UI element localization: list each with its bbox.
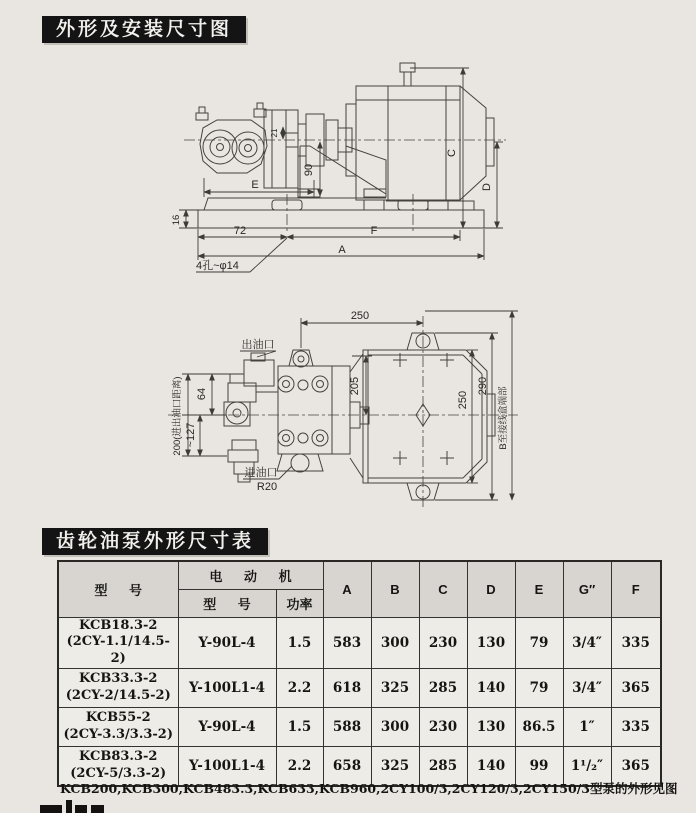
dim-label-90: 90: [303, 163, 315, 177]
model-line1: KCB55-2: [85, 710, 151, 726]
dim-label-21: 21: [270, 128, 279, 138]
model-line1: KCB33.3-2: [79, 671, 158, 687]
dim-label-c: C: [446, 149, 458, 157]
header-dim-c: C: [419, 561, 467, 617]
drawing-side-view: [50, 50, 530, 298]
cell-e: 86.5: [515, 708, 563, 747]
section-title-outline-drawing: 外形及安装尺寸图: [42, 16, 246, 43]
pump-motor-top-outline: [168, 316, 518, 508]
cell-f: 365: [611, 669, 661, 708]
header-motor-power: 功率: [276, 589, 323, 617]
cell-a: 588: [323, 708, 371, 747]
cell-c: 285: [419, 747, 467, 786]
cell-f: 335: [611, 708, 661, 747]
table-row: [58, 617, 661, 669]
cell-e: 79: [515, 669, 563, 708]
model-line1: KCB83.3-2: [79, 749, 158, 765]
cell-c: 230: [419, 708, 467, 747]
dim-label-205: 205: [349, 376, 361, 396]
cell-d: 140: [467, 747, 515, 786]
cell-model: [58, 708, 178, 747]
dim-label-64: 64: [196, 387, 208, 401]
dim-label-e: E: [251, 179, 259, 191]
outlet-port-label: 出油口: [241, 339, 275, 351]
header-dim-e: E: [515, 561, 563, 617]
cell-power: 1.5: [276, 708, 323, 747]
cell-d: 130: [467, 708, 515, 747]
dim-label-72: 72: [233, 225, 247, 237]
header-dim-d: D: [467, 561, 515, 617]
cell-f: 335: [611, 617, 661, 669]
cell-b: 300: [371, 708, 419, 747]
cell-d: 140: [467, 669, 515, 708]
dimension-labels-top-view: [171, 310, 509, 493]
dimension-lines-side-view: [179, 68, 503, 272]
header-dim-g: G″: [563, 561, 611, 617]
cutoff-header-fragment: [40, 805, 62, 813]
cell-model: [58, 669, 178, 708]
dim-label-a: A: [338, 244, 346, 256]
terminal-box-note: B至接线盒端部: [498, 386, 509, 450]
cell-b: 325: [371, 747, 419, 786]
dimension-table: [57, 560, 662, 787]
cell-motor-model: Y-100L1-4: [178, 669, 276, 708]
cell-a: 658: [323, 747, 371, 786]
cell-motor-model: Y-100L1-4: [178, 747, 276, 786]
model-line2: (2CY-2/14.5-2): [65, 688, 171, 704]
section-title-dimension-table: 齿轮油泵外形尺寸表: [42, 528, 268, 555]
header-dim-b: B: [371, 561, 419, 617]
cell-c: 230: [419, 617, 467, 669]
table-header: [58, 561, 661, 617]
cell-g: 3/4″: [563, 669, 611, 708]
cell-e: 99: [515, 747, 563, 786]
dim-label-d: D: [481, 183, 493, 191]
header-motor-model: 型 号: [178, 589, 276, 617]
header-dim-f: F: [611, 561, 661, 617]
port-distance-note: 200(进出油口距离): [172, 376, 183, 456]
cell-power: 2.2: [276, 669, 323, 708]
cell-d: 130: [467, 617, 515, 669]
pump-motor-side-outline: [184, 63, 506, 234]
dim-label-290-right: 290: [477, 376, 489, 396]
cell-g: 3/4″: [563, 617, 611, 669]
cell-power: 1.5: [276, 617, 323, 669]
cell-b: 325: [371, 669, 419, 708]
dim-label-r20: R20: [256, 481, 278, 493]
cutoff-header-fragment: [75, 805, 87, 813]
table-footnote: KCB200,KCB300,KCB483.3,KCB633,KCB960,2CY100/3,2CY120/3,2CY150/3型泵的外形见图: [60, 781, 678, 796]
table-row: [58, 708, 661, 747]
drawing-top-view: [140, 298, 560, 516]
cell-a: 583: [323, 617, 371, 669]
header-motor-group: 电 动 机: [178, 561, 323, 589]
model-line2: (2CY-1.1/14.5-2): [66, 634, 170, 667]
cutoff-header-fragment: [66, 800, 72, 813]
cell-model: [58, 617, 178, 669]
dim-label-16: 16: [171, 214, 182, 226]
cell-g: 1¹/₂″: [563, 747, 611, 786]
cell-a: 618: [323, 669, 371, 708]
dim-label-250-top: 250: [350, 310, 370, 322]
dim-label-127: ~127: [185, 422, 197, 448]
cell-e: 79: [515, 617, 563, 669]
model-line1: KCB18.3-2: [79, 617, 158, 633]
cell-g: 1″: [563, 708, 611, 747]
header-dim-a: A: [323, 561, 371, 617]
dim-label-250-right: 250: [457, 390, 469, 410]
cell-b: 300: [371, 617, 419, 669]
header-model: 型 号: [58, 561, 178, 617]
cutoff-header-fragment: [91, 805, 104, 813]
cell-f: 365: [611, 747, 661, 786]
dim-label-f: F: [370, 225, 378, 237]
cell-motor-model: Y-90L-4: [178, 708, 276, 747]
cell-motor-model: Y-90L-4: [178, 617, 276, 669]
table-row: [58, 669, 661, 708]
inlet-port-label: 进油口: [244, 467, 278, 479]
model-line2: (2CY-5/3.3-2): [70, 765, 167, 781]
model-line2: (2CY-3.3/3.3-2): [63, 727, 173, 743]
cell-c: 285: [419, 669, 467, 708]
holes-callout: 4孔~φ14: [196, 260, 239, 272]
cell-power: 2.2: [276, 747, 323, 786]
